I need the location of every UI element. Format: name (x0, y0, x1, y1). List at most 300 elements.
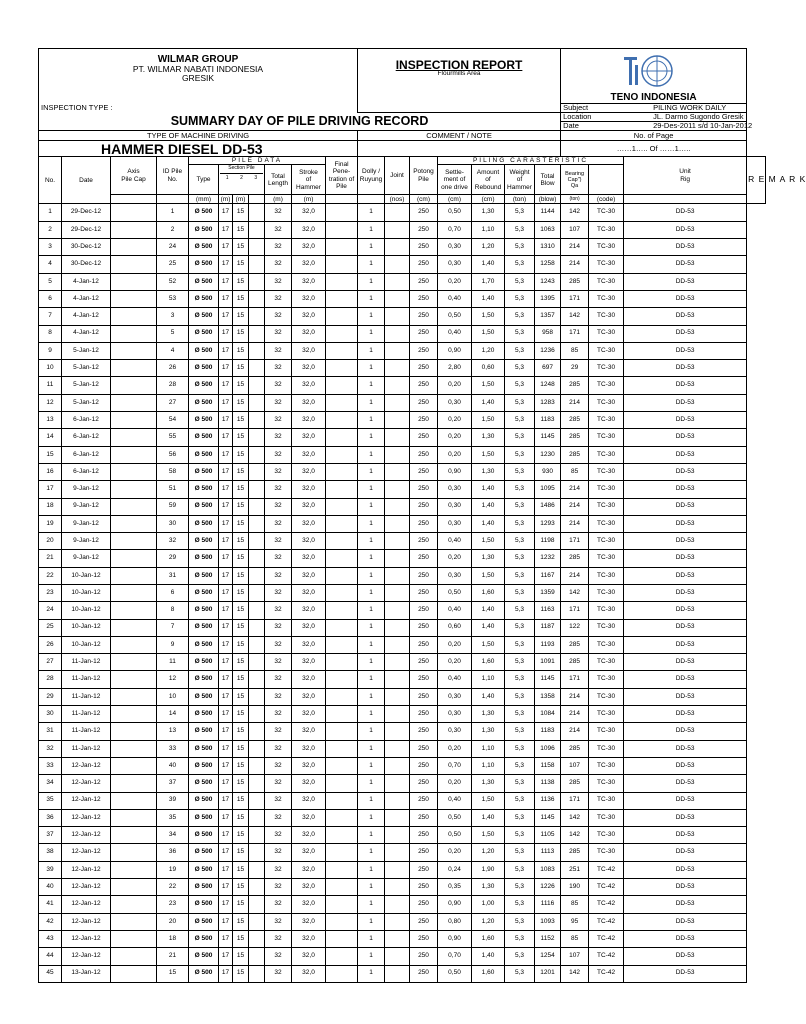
col-settlement: Settle- ment of one drive (438, 165, 472, 195)
table-cell: 17 (219, 671, 233, 688)
table-cell: 2 (39, 221, 62, 238)
table-cell: Ø 500 (189, 740, 219, 757)
table-cell: 250 (410, 273, 438, 290)
table-cell: 1,60 (472, 654, 505, 671)
table-cell: 1145 (535, 809, 561, 826)
table-cell (111, 481, 157, 498)
table-cell (385, 221, 410, 238)
table-cell: Ø 500 (189, 896, 219, 913)
unit-m4: (m) (292, 195, 326, 204)
table-cell: 6 (157, 585, 189, 602)
table-cell: 285 (561, 775, 589, 792)
table-cell: 250 (410, 671, 438, 688)
table-cell: 24 (157, 239, 189, 256)
table-cell: DD-53 (624, 412, 747, 429)
table-cell: Ø 500 (189, 446, 219, 463)
table-cell (249, 913, 265, 930)
table-cell: Ø 500 (189, 636, 219, 653)
location-value: JL. Darmo Sugondo Gresik (653, 112, 744, 122)
piling-char-group: PILING CARASTERISTIC (438, 157, 624, 165)
table-cell (111, 965, 157, 982)
table-cell (326, 377, 358, 394)
table-cell: 1 (358, 879, 385, 896)
table-cell: 1 (358, 256, 385, 273)
table-cell (326, 654, 358, 671)
table-cell (249, 619, 265, 636)
table-cell: 44 (39, 948, 62, 965)
table-cell: 171 (561, 290, 589, 307)
table-cell (326, 896, 358, 913)
table-cell: DD-53 (624, 360, 747, 377)
table-cell: 32,0 (292, 619, 326, 636)
table-cell (326, 463, 358, 480)
table-cell (249, 740, 265, 757)
table-cell: 285 (561, 740, 589, 757)
table-cell (249, 723, 265, 740)
table-cell: 15 (233, 239, 249, 256)
table-cell: 5,3 (505, 204, 535, 221)
table-cell: 250 (410, 533, 438, 550)
table-cell: Ø 500 (189, 827, 219, 844)
table-cell: 25 (157, 256, 189, 273)
table-cell: DD-53 (624, 342, 747, 359)
table-cell: 250 (410, 706, 438, 723)
table-row (39, 965, 766, 982)
table-cell: TC-30 (589, 429, 624, 446)
table-cell: 32,0 (292, 913, 326, 930)
table-cell (249, 360, 265, 377)
table-cell: 21 (157, 948, 189, 965)
table-row (39, 723, 766, 740)
table-cell: DD-53 (624, 619, 747, 636)
table-cell: 5,3 (505, 273, 535, 290)
table-cell: 0,30 (438, 394, 472, 411)
table-cell (111, 429, 157, 446)
table-cell (249, 775, 265, 792)
table-cell: 17 (219, 533, 233, 550)
table-cell: 1,40 (472, 619, 505, 636)
table-cell: 15 (233, 394, 249, 411)
table-cell: 5,3 (505, 775, 535, 792)
table-cell: 17 (219, 325, 233, 342)
table-cell: 1084 (535, 706, 561, 723)
table-cell: 1 (157, 204, 189, 221)
comment-value (358, 141, 561, 157)
table-cell: 1 (358, 827, 385, 844)
table-cell: 32,0 (292, 706, 326, 723)
table-cell: 1136 (535, 792, 561, 809)
unit-m1: (m) (219, 195, 233, 204)
table-cell: 32 (265, 688, 292, 705)
table-cell: 32 (265, 498, 292, 515)
table-cell: DD-53 (624, 879, 747, 896)
table-cell: 17 (219, 585, 233, 602)
table-cell: 15 (233, 377, 249, 394)
table-cell: 107 (561, 221, 589, 238)
table-cell (111, 930, 157, 947)
table-cell: 190 (561, 879, 589, 896)
table-row (39, 273, 766, 290)
table-cell: 1198 (535, 533, 561, 550)
table-cell: 12-Jan-12 (62, 861, 111, 878)
table-cell: TC-30 (589, 688, 624, 705)
table-cell: 0,20 (438, 654, 472, 671)
table-cell: 13 (39, 412, 62, 429)
table-cell: 17 (219, 723, 233, 740)
table-cell (249, 550, 265, 567)
table-cell: 17 (219, 948, 233, 965)
table-cell: 1,10 (472, 671, 505, 688)
table-cell: 32,0 (292, 809, 326, 826)
table-cell: 1 (358, 515, 385, 532)
table-cell: 250 (410, 913, 438, 930)
table-row (39, 740, 766, 757)
table-cell: 8 (39, 325, 62, 342)
table-cell: 1,40 (472, 481, 505, 498)
col-remark: R E M A R K (747, 157, 766, 204)
table-cell (385, 636, 410, 653)
report-table (38, 48, 806, 983)
table-cell: 36 (39, 809, 62, 826)
table-cell (385, 204, 410, 221)
table-cell: 10-Jan-12 (62, 585, 111, 602)
table-cell: 1 (358, 446, 385, 463)
table-cell: 32,0 (292, 308, 326, 325)
pile-rows (39, 204, 766, 982)
table-cell (249, 948, 265, 965)
table-cell: 0,30 (438, 256, 472, 273)
table-cell: 250 (410, 515, 438, 532)
table-cell: 32,0 (292, 204, 326, 221)
table-cell: 37 (157, 775, 189, 792)
table-cell: 5,3 (505, 221, 535, 238)
date-label (561, 121, 753, 131)
table-cell: 3 (39, 239, 62, 256)
table-cell: 17 (219, 515, 233, 532)
table-cell: 250 (410, 429, 438, 446)
table-cell: 697 (535, 360, 561, 377)
table-cell: 9 (157, 636, 189, 653)
table-cell: 1158 (535, 757, 561, 774)
table-cell (385, 671, 410, 688)
table-cell: 1258 (535, 256, 561, 273)
table-cell: 0,30 (438, 688, 472, 705)
table-cell: 6-Jan-12 (62, 446, 111, 463)
report-title: INSPECTION REPORT (395, 58, 523, 72)
table-cell: 28 (39, 671, 62, 688)
table-cell: DD-53 (624, 913, 747, 930)
table-cell: Ø 500 (189, 394, 219, 411)
table-cell: 32 (265, 585, 292, 602)
table-cell: Ø 500 (189, 377, 219, 394)
table-cell: 15 (233, 498, 249, 515)
table-cell: 1093 (535, 913, 561, 930)
table-cell: 15 (233, 550, 249, 567)
table-cell: 1,50 (472, 377, 505, 394)
table-cell: Ø 500 (189, 290, 219, 307)
table-cell: 12-Jan-12 (62, 879, 111, 896)
table-cell: 32 (265, 377, 292, 394)
table-cell (326, 671, 358, 688)
table-cell (249, 688, 265, 705)
table-cell: 32 (265, 775, 292, 792)
table-row (39, 256, 766, 273)
table-cell: 32 (265, 827, 292, 844)
table-cell: 32 (265, 792, 292, 809)
table-cell: 1,40 (472, 256, 505, 273)
table-cell: 5,3 (505, 827, 535, 844)
table-cell: 32 (265, 273, 292, 290)
table-cell: 22 (39, 567, 62, 584)
table-cell: 20 (157, 913, 189, 930)
unit-mm: (mm) (189, 195, 219, 204)
table-cell: DD-53 (624, 463, 747, 480)
table-cell (249, 412, 265, 429)
table-cell: 4-Jan-12 (62, 273, 111, 290)
table-cell: 1095 (535, 481, 561, 498)
table-row (39, 792, 766, 809)
table-cell: 1,30 (472, 879, 505, 896)
table-cell: 1096 (535, 740, 561, 757)
table-cell: 35 (39, 792, 62, 809)
table-cell: 4-Jan-12 (62, 308, 111, 325)
table-cell (385, 533, 410, 550)
table-cell: 56 (157, 446, 189, 463)
table-cell: 5,3 (505, 515, 535, 532)
table-cell: 1248 (535, 377, 561, 394)
table-cell: 0,30 (438, 515, 472, 532)
table-cell: DD-53 (624, 273, 747, 290)
table-cell: 15 (233, 429, 249, 446)
table-cell: Ø 500 (189, 913, 219, 930)
table-cell: 250 (410, 221, 438, 238)
table-cell: 1 (358, 429, 385, 446)
col-bearing: Bearing Cap") Qa (561, 165, 589, 195)
table-cell: 12-Jan-12 (62, 757, 111, 774)
table-cell: 32 (265, 913, 292, 930)
table-cell: 32,0 (292, 550, 326, 567)
table-cell: 32,0 (292, 533, 326, 550)
table-cell: 15 (233, 879, 249, 896)
table-cell: 32 (265, 567, 292, 584)
table-cell: 1,50 (472, 446, 505, 463)
table-cell (249, 930, 265, 947)
table-cell: 17 (219, 221, 233, 238)
table-cell: 1,30 (472, 706, 505, 723)
table-cell: 0,80 (438, 913, 472, 930)
table-cell: TC-30 (589, 671, 624, 688)
table-row (39, 308, 766, 325)
summary-title: SUMMARY DAY OF PILE DRIVING RECORD (39, 113, 561, 131)
table-cell: 15 (233, 602, 249, 619)
table-cell: 4-Jan-12 (62, 290, 111, 307)
table-cell: 17 (219, 740, 233, 757)
table-cell: DD-53 (624, 757, 747, 774)
table-cell: TC-30 (589, 463, 624, 480)
table-cell (385, 861, 410, 878)
table-cell (326, 688, 358, 705)
table-cell: 15 (233, 463, 249, 480)
table-cell: 15 (233, 948, 249, 965)
table-cell: 95 (561, 913, 589, 930)
table-cell: 1254 (535, 948, 561, 965)
table-cell: 32 (265, 446, 292, 463)
table-cell (249, 256, 265, 273)
table-cell: 0,50 (438, 204, 472, 221)
table-cell: 15 (233, 861, 249, 878)
table-cell: 32,0 (292, 636, 326, 653)
table-cell: DD-53 (624, 861, 747, 878)
table-cell: TC-30 (589, 706, 624, 723)
inspection-type-label: INSPECTION TYPE : (39, 104, 358, 113)
table-cell: 15 (233, 308, 249, 325)
table-cell: 30 (157, 515, 189, 532)
table-cell: TC-42 (589, 913, 624, 930)
table-cell: 6-Jan-12 (62, 429, 111, 446)
table-cell (249, 861, 265, 878)
table-cell: Ø 500 (189, 204, 219, 221)
table-cell: Ø 500 (189, 757, 219, 774)
table-cell: 171 (561, 602, 589, 619)
table-cell: DD-53 (624, 585, 747, 602)
table-cell: 1 (358, 948, 385, 965)
table-cell: 9-Jan-12 (62, 533, 111, 550)
table-cell: 13 (157, 723, 189, 740)
table-cell: 1116 (535, 896, 561, 913)
table-cell: DD-53 (624, 809, 747, 826)
table-cell: Ø 500 (189, 930, 219, 947)
table-cell: 11-Jan-12 (62, 654, 111, 671)
table-cell (326, 412, 358, 429)
table-cell: 0,30 (438, 706, 472, 723)
table-cell: 11-Jan-12 (62, 723, 111, 740)
table-cell: Ø 500 (189, 256, 219, 273)
table-cell: 0,40 (438, 671, 472, 688)
table-cell: 32 (265, 861, 292, 878)
col-id-unit (157, 195, 189, 204)
table-cell (385, 377, 410, 394)
table-cell: 250 (410, 290, 438, 307)
table-cell: 15 (233, 896, 249, 913)
table-cell: Ø 500 (189, 948, 219, 965)
table-row (39, 896, 766, 913)
table-cell (385, 515, 410, 532)
table-cell (111, 913, 157, 930)
table-cell: 32,0 (292, 342, 326, 359)
table-cell: 5,3 (505, 809, 535, 826)
table-cell: 15 (233, 930, 249, 947)
table-cell: 250 (410, 481, 438, 498)
table-cell: 285 (561, 654, 589, 671)
table-cell: 55 (157, 429, 189, 446)
table-cell: 9-Jan-12 (62, 481, 111, 498)
table-cell (385, 273, 410, 290)
table-cell: 214 (561, 481, 589, 498)
table-cell: 1293 (535, 515, 561, 532)
table-cell (326, 204, 358, 221)
table-cell: 214 (561, 256, 589, 273)
table-row (39, 706, 766, 723)
table-cell: 15 (233, 273, 249, 290)
table-cell: 1486 (535, 498, 561, 515)
table-cell (326, 342, 358, 359)
table-cell: 15 (233, 221, 249, 238)
table-cell: 15 (233, 636, 249, 653)
table-cell: 7 (157, 619, 189, 636)
table-cell: 0,70 (438, 757, 472, 774)
unit-cm2: (cm) (438, 195, 472, 204)
table-cell: DD-53 (624, 723, 747, 740)
table-cell: 25 (39, 619, 62, 636)
table-cell: 32 (265, 515, 292, 532)
table-cell: 32 (265, 239, 292, 256)
table-cell: 5,3 (505, 463, 535, 480)
table-cell: 5,3 (505, 757, 535, 774)
table-cell (249, 481, 265, 498)
table-cell (385, 619, 410, 636)
table-cell: 32 (265, 602, 292, 619)
table-cell: 32 (157, 533, 189, 550)
table-cell: 32,0 (292, 377, 326, 394)
table-cell (249, 602, 265, 619)
table-cell (249, 533, 265, 550)
table-cell: 15 (233, 290, 249, 307)
table-cell (326, 792, 358, 809)
table-cell: Ø 500 (189, 775, 219, 792)
table-cell (385, 844, 410, 861)
table-cell (385, 550, 410, 567)
table-cell: 12 (157, 671, 189, 688)
table-cell: 40 (157, 757, 189, 774)
table-row (39, 412, 766, 429)
table-cell (326, 775, 358, 792)
table-cell: 32 (265, 308, 292, 325)
table-cell: 32 (265, 965, 292, 982)
table-cell: 31 (157, 567, 189, 584)
table-cell (111, 706, 157, 723)
table-cell: 1 (358, 273, 385, 290)
table-cell: 1,50 (472, 636, 505, 653)
table-cell: 15 (233, 965, 249, 982)
col-type: Type (189, 165, 219, 195)
table-cell: 142 (561, 827, 589, 844)
table-cell: 0,50 (438, 308, 472, 325)
table-cell: DD-53 (624, 290, 747, 307)
table-cell: 250 (410, 636, 438, 653)
table-cell: 5,3 (505, 360, 535, 377)
table-cell: 32,0 (292, 757, 326, 774)
table-cell: 17 (219, 706, 233, 723)
table-cell (249, 671, 265, 688)
table-cell (326, 602, 358, 619)
table-cell: 12-Jan-12 (62, 827, 111, 844)
table-cell: TC-30 (589, 221, 624, 238)
table-cell: Ø 500 (189, 965, 219, 982)
table-cell (111, 290, 157, 307)
table-cell: 32,0 (292, 844, 326, 861)
table-cell: TC-30 (589, 498, 624, 515)
table-row (39, 377, 766, 394)
table-cell: 32,0 (292, 429, 326, 446)
table-cell: 15 (233, 809, 249, 826)
table-cell: 0,50 (438, 585, 472, 602)
table-cell: 53 (157, 290, 189, 307)
table-cell (249, 515, 265, 532)
table-cell (249, 567, 265, 584)
table-cell: 214 (561, 394, 589, 411)
table-cell: 30 (39, 706, 62, 723)
table-cell: 1226 (535, 879, 561, 896)
